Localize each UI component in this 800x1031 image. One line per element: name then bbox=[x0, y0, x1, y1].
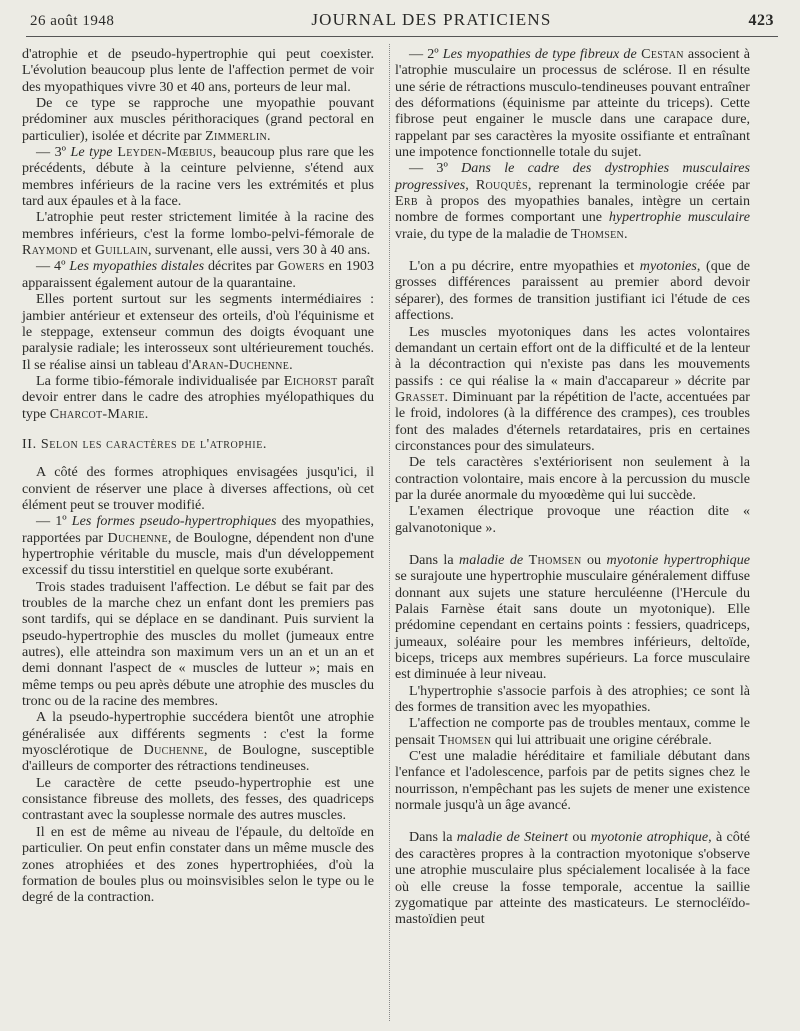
author-name: Grasset bbox=[395, 388, 445, 405]
paragraph: — 4º Les myopathies distales décrites par Gowers en 1903 apparaissent également autour de la quarantaine. bbox=[22, 258, 375, 291]
paragraph: — 2º Les myopathies de type fibreux de Cestan associent à l'atrophie musculaire un processus de sclérose. Il en résulte une série de rétractions musculo-tendineuses pouvant entraîner des déformations (équinisme par atteinte du triceps). Cette fibrose peut engainer le muscle dans une carapace dure, rappelant par ses caractères la myosite ossifiante et entraînant une impotence fonctionnelle totale du sujet. bbox=[395, 46, 750, 161]
paragraph: La forme tibio-fémorale individualisée par Eichorst paraît devoir entrer dans le cadre des atrophies myélopathiques du type Charcot-Marie. bbox=[22, 372, 374, 422]
issue-date: 26 août 1948 bbox=[30, 13, 115, 29]
paragraph: L'examen électrique provoque une réaction dite « galvanotonique ». bbox=[395, 503, 750, 536]
author-name: Duchenne bbox=[107, 529, 168, 546]
paragraph: L'hypertrophie s'associe parfois à des atrophies; ce sont là des formes de transition avec les myopathies. bbox=[395, 682, 750, 716]
author-name: Aran-Duchenne bbox=[191, 356, 290, 373]
author-name: Gowers bbox=[277, 258, 325, 275]
author-name: Thomsen bbox=[571, 225, 625, 242]
author-name: Thomsen bbox=[438, 731, 492, 748]
paragraph: A côté des formes atrophiques envisagées jusqu'ici, il convient de réserver une place à diverses affections, où cet élément peut se trouver modifié. bbox=[22, 464, 374, 513]
paragraph: Les muscles myotoniques dans les actes volontaires demandant un certain effort ont de la difficulté et de la lenteur à la décontraction qui n'existe pas dans les mouvements passifs : ce qui réalise la « main d'accapareur » décrite par Grasset. Diminuant par la répétition de l'acte, accentuées par le froid, indolores (à la différence des crampes), ces troubles font des malades d'éternels retardataires, pris en certaines circonstances pour des simulateurs. bbox=[395, 323, 750, 454]
paragraph: L'atrophie peut rester strictement limitée à la racine des membres inférieurs, c'est la forme lombo-pelvi-fémorale de Raymond et Guillain, survenant, elle aussi, vers 30 à 40 ans. bbox=[22, 209, 374, 259]
paragraph: L'affection ne comporte pas de troubles mentaux, comme le pensait Thomsen qui lui attribuait une origine cérébrale. bbox=[395, 715, 750, 748]
author-name: Duchenne bbox=[143, 742, 205, 759]
author-name: Cestan bbox=[636, 46, 684, 62]
section-heading: II. Selon les caractères de l'atrophie. bbox=[22, 435, 268, 452]
paragraph: — 1º Les formes pseudo-hypertrophiques des myopathies, rapportées par Duchenne, de Boulogne, dépendent non d'une hypertrophie véritable du muscle, mais d'un développement excessif du tissu interstitiel en quelque sorte exubérant. bbox=[22, 513, 374, 579]
page-number: 423 bbox=[748, 12, 774, 29]
author-name: Raymond bbox=[22, 242, 78, 259]
paragraph: Il en est de même au niveau de l'épaule, du deltoïde en particulier. On peut enfin constater dans un même muscle des zones atrophiées et des zones hypertrophiées, d'où la formation de boules plus ou moinsvisibles selon le type ou le degré de la contraction. bbox=[22, 823, 374, 906]
paragraph: Trois stades traduisent l'affection. Le début se fait par des troubles de la marche chez un enfant dont les premiers pas sont tardifs, qui se déplace en se dandinant. Puis survient la pseudo-hypertrophie des muscles du mollet (jumeaux entre autres), elle atteindra son maximum vers un an et un an et demi donnant l'aspect de « muscles de lutteur »; mais en même temps ou peu après débute une atrophie des muscles du tronc ou de la racine des membres. bbox=[22, 578, 374, 710]
paragraph: A la pseudo-hypertrophie succédera bientôt une atrophie généralisée aux différents segments : c'est la forme myosclérotique de Duchenne, de Boulogne, susceptible d'ailleurs de comporter des rétractions tendineuses. bbox=[22, 709, 374, 775]
paragraph: C'est une maladie héréditaire et familiale débutant dans l'enfance et l'adolescence, parfois par de petits signes chez le nourrisson, n'empêchant pas les sujets de mener une existence normale jusqu'à un âge avancé. bbox=[395, 748, 750, 814]
paragraph: Dans la maladie de Thomsen ou myotonie hypertrophique se surajoute une hypertrophie musculaire généralement diffuse donnant aux sujets une stature herculéenne (l'Hercule du Palais Farnèse était sans doute un myotonique). Elle prédomine cependant en certains points : fessiers, quadriceps, jumeaux, soléaire pour les membres inférieurs, deltoïde, biceps, triceps aux membres supérieurs. La force musculaire est diminuée à leur niveau. bbox=[395, 551, 751, 683]
paragraph: Dans la maladie de Steinert ou myotonie atrophique, à côté des caractères propres à la contraction myotonique s'observe une atrophie musculaire plus spécialement localisée à la face où elle creuse la fosse temporale, accentue la saillie zygomatique par atteinte des masticateurs. Le sternocléïdo-mastoïdien peut bbox=[395, 829, 751, 928]
running-head bbox=[30, 10, 774, 32]
journal-title: JOURNAL DES PRATICIENS bbox=[311, 10, 552, 29]
paragraph: De tels caractères s'extériorisent non seulement à la contraction volontaire, mais encore à la percussion du muscle par la durée anormale du myoœdème qui lui succède. bbox=[395, 454, 750, 503]
left-column bbox=[22, 46, 374, 906]
paragraph: — 3º Dans le cadre des dystrophies musculaires progressives, Rouquès, reprenant la terminologie créée par Erb à propos des myopathies banales, intègre un certain nombre de formes comportant une hypertrophie musculaire vraie, du type de la maladie de Thomsen. bbox=[395, 160, 751, 242]
author-name: Zimmerlin bbox=[205, 127, 267, 144]
paragraph: L'on a pu décrire, entre myopathies et myotonies, (que de grosses différences paraissent au premier abord devoir séparer), des formes de transition justifiant ici l'étude de ces affections. bbox=[395, 258, 750, 324]
author-name: Charcot-Marie bbox=[49, 405, 145, 422]
author-name: Leyden-Mœbius bbox=[112, 144, 213, 161]
paragraph: — 3º Le type Leyden-Mœbius, beaucoup plus rare que les précédents, débute à la ceinture pelvienne, s'étend aux membres inférieurs de la racine vers les extrémités et plus tard aux épaules et à la face. bbox=[22, 144, 374, 210]
author-name: Erb bbox=[395, 193, 418, 210]
paragraph: Elles portent surtout sur les segments intermédiaires : jambier antérieur et extenseur des orteils, d'où l'équinisme et le steppage, extenseur commun des doigts évoquant une paralysie radiale; les interosseux sont ultérieurement touchés. Il se réalise ainsi un tableau d'Aran-Duchenne. bbox=[22, 291, 374, 373]
paragraph: De ce type se rapproche une myopathie pouvant prédominer aux muscles périthoraciques (grand pectoral en particulier), isolée et décrite par Zimmerlin. bbox=[22, 95, 374, 144]
paragraph: Le caractère de cette pseudo-hypertrophie est une consistance fibreuse des mollets, des fesses, des quadriceps contrastant avec la souplesse normale des autres muscles. bbox=[22, 774, 374, 824]
paragraph: d'atrophie et de pseudo-hypertrophie qui peut coexister. L'évolution beaucoup plus lente de l'affection permet de voir des myopathiques vivre 30 et 40 ans, porteurs de leur mal. bbox=[22, 46, 374, 95]
author-name: Eichorst bbox=[283, 372, 338, 389]
author-name: Guillain bbox=[94, 242, 148, 259]
column-divider bbox=[389, 44, 390, 1021]
author-name: Rouquès bbox=[475, 176, 528, 193]
author-name: Thomsen bbox=[523, 551, 582, 568]
right-column bbox=[395, 46, 750, 928]
header-rule bbox=[26, 36, 778, 37]
